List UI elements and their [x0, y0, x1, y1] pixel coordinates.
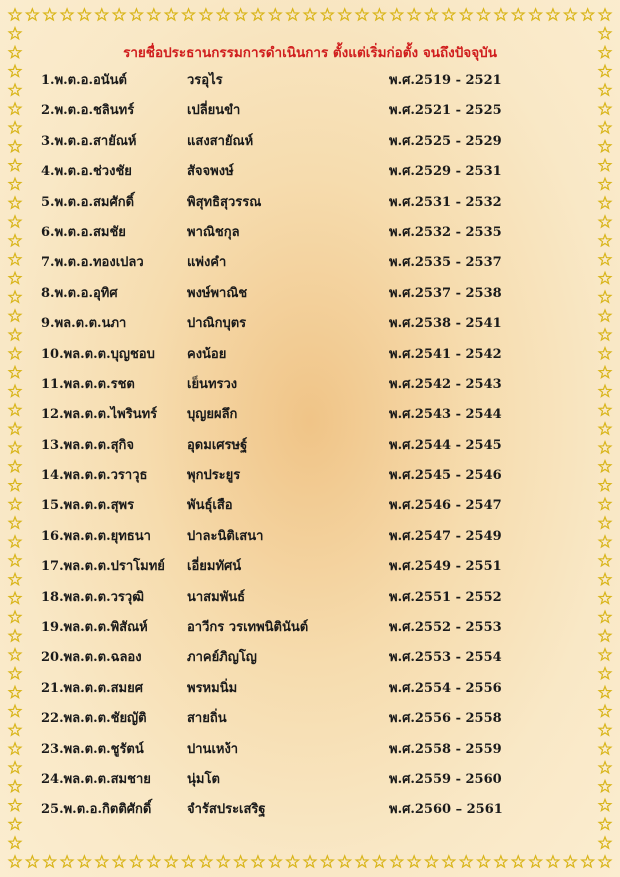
- chairman-name: 8.พ.ต.อ.อุทิศ: [41, 285, 118, 301]
- chairman-surname: วรอุไร: [187, 73, 223, 88]
- star-icon: [599, 9, 611, 20]
- list-item: [0, 340, 620, 370]
- star-icon: [9, 9, 21, 20]
- chairman-name: 13.พล.ต.ต.สุกิจ: [41, 437, 135, 453]
- star-icon: [9, 856, 21, 867]
- list-item: [0, 643, 620, 673]
- chairman-surname: สัจจพงษ์: [187, 164, 234, 180]
- list-item: [0, 370, 620, 400]
- list-item: [0, 96, 620, 126]
- list-item: [0, 400, 620, 430]
- chairman-surname: แพ่งคำ: [187, 255, 227, 271]
- chairman-name: 20.พล.ต.ต.ฉลอง: [41, 650, 142, 666]
- star-icon: [599, 28, 611, 39]
- star-icon: [61, 9, 73, 20]
- chairman-surname: บุญยผลึก: [187, 407, 238, 423]
- star-icon: [321, 856, 333, 867]
- star-icon: [26, 9, 38, 20]
- list-item: [0, 127, 620, 157]
- term-years: พ.ศ.2538 - 2541: [389, 316, 502, 332]
- star-icon: [304, 9, 316, 20]
- chairman-name: 16.พล.ต.ต.ยุทธนา: [41, 528, 151, 544]
- term-years: พ.ศ.2541 - 2542: [389, 346, 502, 362]
- chairman-surname: เปลี่ยนขำ: [187, 103, 241, 119]
- star-icon: [530, 9, 542, 20]
- term-years: พ.ศ.2531 - 2532: [389, 194, 502, 210]
- chairman-surname: จำรัสประเสริฐ: [187, 802, 266, 818]
- star-icon: [79, 9, 91, 20]
- list-item: [0, 552, 620, 582]
- star-icon: [61, 856, 73, 867]
- star-icon: [235, 856, 247, 867]
- star-icon: [599, 837, 611, 848]
- term-years: พ.ศ.2542 - 2543: [389, 376, 502, 392]
- chairman-name: 23.พล.ต.ต.ชูรัตน์: [41, 741, 144, 757]
- term-years: พ.ศ.2519 - 2521: [389, 73, 502, 88]
- star-icon: [426, 9, 438, 20]
- list-item: [0, 765, 620, 795]
- list-item: [0, 66, 620, 96]
- chairman-surname: อุดมเศรษฐ์: [187, 437, 248, 453]
- star-icon: [495, 9, 507, 20]
- chairman-name: 21.พล.ต.ต.สมยศ: [41, 680, 143, 696]
- list-item: [0, 248, 620, 278]
- chairman-surname: พงษ์พาณิช: [187, 285, 248, 301]
- star-icon: [391, 856, 403, 867]
- list-item: [0, 583, 620, 613]
- term-years: พ.ศ.2544 - 2545: [389, 437, 502, 453]
- chairman-name: 10.พล.ต.ต.บุญชอบ: [41, 346, 155, 362]
- term-years: พ.ศ.2529 - 2531: [389, 164, 502, 180]
- term-years: พ.ศ.2521 - 2525: [389, 103, 502, 119]
- chairman-surname: อาวีกร วรเทพนิตินันต์: [187, 620, 309, 636]
- star-icon: [96, 9, 108, 20]
- term-years: พ.ศ.2552 - 2553: [389, 620, 502, 636]
- chairman-name: 9.พล.ต.ต.นภา: [41, 316, 127, 332]
- star-icon: [235, 9, 247, 20]
- term-years: พ.ศ.2535 - 2537: [389, 255, 502, 271]
- term-years: พ.ศ.2558 - 2559: [389, 741, 502, 757]
- star-icon: [148, 856, 160, 867]
- chairman-name: 11.พล.ต.ต.รชต: [41, 376, 135, 392]
- chairman-name: 7.พ.ต.อ.ทองเปลว: [41, 255, 144, 271]
- chairman-surname: สายถิ่น: [187, 711, 227, 727]
- star-icon: [356, 856, 368, 867]
- star-icon: [269, 9, 281, 20]
- star-icon: [200, 9, 212, 20]
- list-item: [0, 613, 620, 643]
- term-years: พ.ศ.2554 - 2556: [389, 680, 502, 696]
- term-years: พ.ศ.2547 - 2549: [389, 528, 502, 544]
- term-years: พ.ศ.2553 - 2554: [389, 650, 502, 666]
- star-icon: [44, 9, 56, 20]
- chairman-name: 1.พ.ต.อ.อนันต์: [41, 73, 127, 88]
- list-item: [0, 431, 620, 461]
- star-icon: [391, 9, 403, 20]
- star-icon: [443, 856, 455, 867]
- term-years: พ.ศ.2525 - 2529: [389, 133, 502, 149]
- chairman-name: 4.พ.ต.อ.ช่วงชัย: [41, 164, 132, 180]
- star-icon: [582, 9, 594, 20]
- chairman-surname: ปาณิกบุตร: [187, 316, 247, 332]
- chairman-surname: ปานเหง้า: [187, 741, 239, 757]
- star-icon: [599, 856, 611, 867]
- chairman-surname: พิสุทธิสุวรรณ: [187, 194, 262, 210]
- star-icon: [443, 9, 455, 20]
- star-icon: [495, 856, 507, 867]
- star-icon: [460, 9, 472, 20]
- star-icon: [200, 856, 212, 867]
- term-years: พ.ศ.2543 - 2544: [389, 407, 502, 423]
- list-item: [0, 309, 620, 339]
- chairman-name: 5.พ.ต.อ.สมศักดิ์: [41, 194, 135, 210]
- star-icon: [131, 856, 143, 867]
- chairman-surname: ปาละนิติเสนา: [187, 528, 264, 544]
- list-item: [0, 218, 620, 248]
- star-icon: [9, 28, 21, 39]
- star-icon: [512, 856, 524, 867]
- chairman-name: 18.พล.ต.ต.วรวุฒิ: [41, 589, 144, 605]
- chairman-surname: พรหมนิ่ม: [187, 680, 238, 696]
- star-icon: [269, 856, 281, 867]
- star-icon: [339, 9, 351, 20]
- star-icon: [304, 856, 316, 867]
- list-item: [0, 735, 620, 765]
- star-icon: [131, 9, 143, 20]
- chairman-surname: แสงสายัณห์: [187, 133, 254, 149]
- chairman-name: 17.พล.ต.ต.ปราโมทย์: [41, 559, 165, 575]
- chairman-name: 6.พ.ต.อ.สมชัย: [41, 224, 126, 240]
- star-icon: [252, 856, 264, 867]
- star-icon: [547, 856, 559, 867]
- star-icon: [374, 856, 386, 867]
- list-item: [0, 795, 620, 825]
- star-icon: [582, 856, 594, 867]
- term-years: พ.ศ.2559 - 2560: [389, 771, 502, 787]
- star-icon: [339, 856, 351, 867]
- star-icon: [460, 856, 472, 867]
- star-icon: [564, 856, 576, 867]
- term-years: พ.ศ.2556 - 2558: [389, 711, 502, 727]
- chairman-name: 2.พ.ต.อ.ชลินทร์: [41, 103, 135, 119]
- star-icon: [113, 9, 125, 20]
- star-icon: [564, 9, 576, 20]
- star-icon: [478, 9, 490, 20]
- list-item: [0, 157, 620, 187]
- star-icon: [408, 9, 420, 20]
- document-title: รายชื่อประธานกรรมการดำเนินการ ตั้งแต่เริ่มก่อตั้ง จนถึงปัจจุบัน: [123, 45, 497, 61]
- list-item: [0, 674, 620, 704]
- star-icon: [79, 856, 91, 867]
- chairman-surname: พันธุ์เสือ: [187, 498, 233, 514]
- term-years: พ.ศ.2546 - 2547: [389, 498, 502, 514]
- term-years: พ.ศ.2560 – 2561: [389, 802, 503, 818]
- chairman-surname: พุกประยูร: [187, 468, 241, 484]
- star-icon: [165, 856, 177, 867]
- chairman-surname: คงน้อย: [187, 346, 227, 362]
- star-icon: [530, 856, 542, 867]
- star-icon: [374, 9, 386, 20]
- list-item: [0, 704, 620, 734]
- star-icon: [148, 9, 160, 20]
- star-icon: [252, 9, 264, 20]
- chairman-name: 25.พ.ต.อ.กิตติศักดิ์: [41, 802, 152, 818]
- star-icon: [183, 856, 195, 867]
- list-item: [0, 461, 620, 491]
- star-icon: [287, 856, 299, 867]
- star-icon: [183, 9, 195, 20]
- term-years: พ.ศ.2537 - 2538: [389, 285, 502, 301]
- star-icon: [321, 9, 333, 20]
- chairman-list: [0, 66, 620, 826]
- term-years: พ.ศ.2549 - 2551: [389, 559, 502, 575]
- list-item: [0, 279, 620, 309]
- star-icon: [217, 9, 229, 20]
- star-icon: [287, 9, 299, 20]
- chairman-surname: เอี่ยมทัศน์: [187, 559, 242, 575]
- star-icon: [113, 856, 125, 867]
- chairman-name: 3.พ.ต.อ.สายัณห์: [41, 133, 137, 149]
- star-icon: [9, 837, 21, 848]
- list-item: [0, 491, 620, 521]
- star-icon: [165, 9, 177, 20]
- chairman-name: 14.พล.ต.ต.วราวุธ: [41, 468, 148, 484]
- list-item: [0, 522, 620, 552]
- list-item: [0, 188, 620, 218]
- star-icon: [26, 856, 38, 867]
- star-icon: [512, 9, 524, 20]
- star-icon: [547, 9, 559, 20]
- term-years: พ.ศ.2532 - 2535: [389, 224, 502, 240]
- term-years: พ.ศ.2551 - 2552: [389, 589, 502, 605]
- star-icon: [478, 856, 490, 867]
- chairman-surname: พาณิชกุล: [187, 224, 240, 240]
- star-icon: [96, 856, 108, 867]
- star-icon: [408, 856, 420, 867]
- star-icon: [44, 856, 56, 867]
- chairman-surname: เย็นทรวง: [187, 376, 238, 392]
- chairman-name: 24.พล.ต.ต.สมชาย: [41, 771, 151, 787]
- chairman-name: 12.พล.ต.ต.ไพรินทร์: [41, 407, 158, 423]
- chairman-surname: นุ่มโต: [187, 771, 220, 787]
- star-icon: [217, 856, 229, 867]
- chairman-name: 22.พล.ต.ต.ชัยญัติ: [41, 711, 147, 727]
- chairman-name: 19.พล.ต.ต.พิสัณห์: [41, 620, 148, 636]
- star-icon: [426, 856, 438, 867]
- star-icon: [356, 9, 368, 20]
- term-years: พ.ศ.2545 - 2546: [389, 468, 502, 484]
- chairman-surname: ภาคย์ภิญโญ: [187, 650, 257, 666]
- chairman-name: 15.พล.ต.ต.สุพร: [41, 498, 135, 514]
- chairman-surname: นาสมพันธ์: [187, 589, 246, 605]
